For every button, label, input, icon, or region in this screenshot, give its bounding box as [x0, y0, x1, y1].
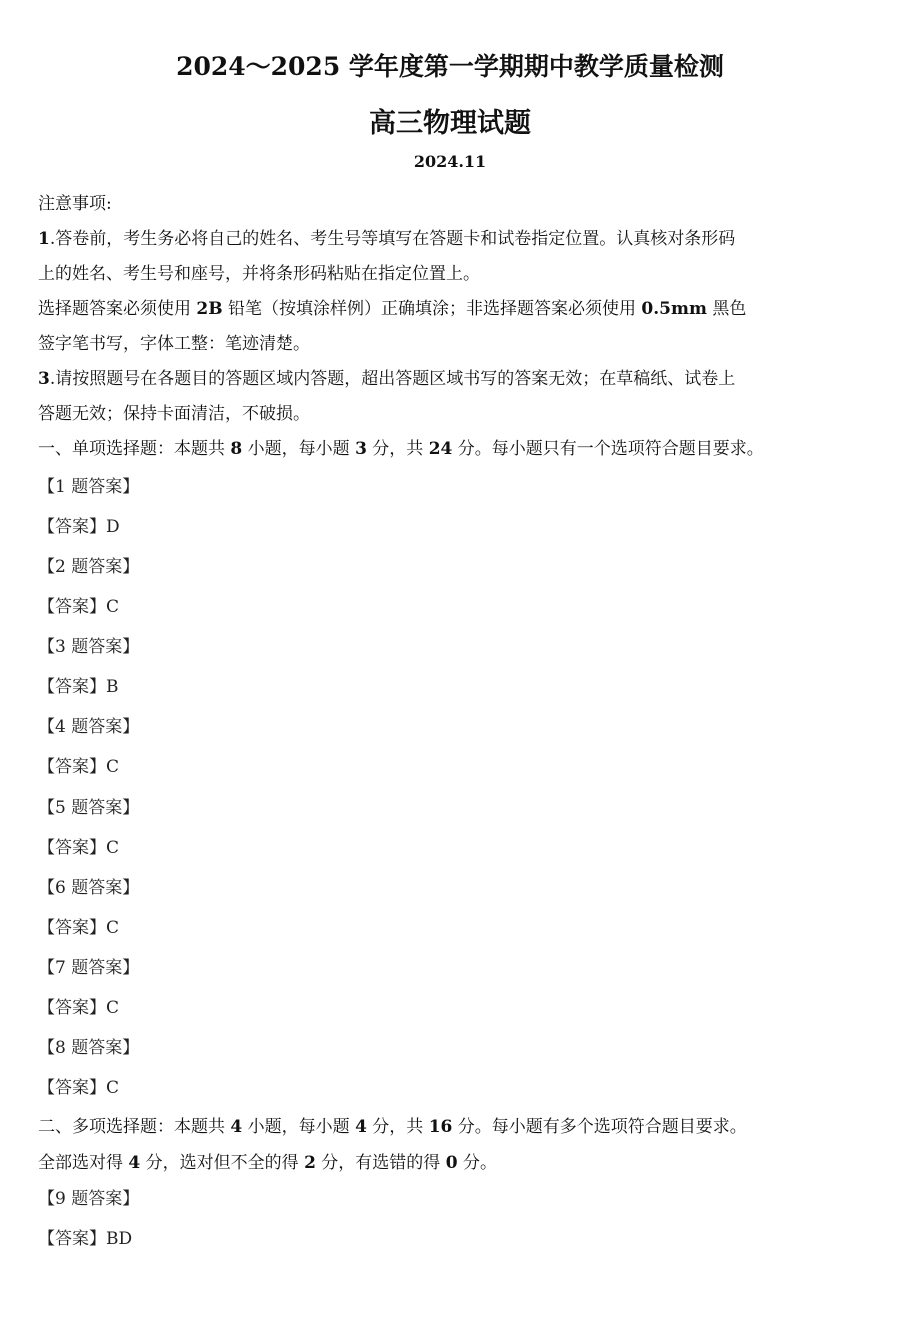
- notice-item-3-line-1: 3.请按照题号在各题目的答题区域内答题，超出答题区域书写的答案无效；在草稿纸、试卷上: [38, 369, 736, 389]
- answer-1: 【答案】D: [38, 517, 120, 537]
- question-label-8: 【8 题答案】: [38, 1038, 140, 1058]
- answer-5: 【答案】C: [38, 838, 120, 858]
- question-label-4: 【4 题答案】: [38, 717, 140, 737]
- section-1-heading: 一、单项选择题：本题共 8 小题，每小题 3 分，共 24 分。每小题只有一个选项符合题目要求。: [38, 439, 764, 459]
- answer-2: 【答案】C: [38, 597, 120, 617]
- question-label-5: 【5 题答案】: [38, 798, 140, 818]
- question-label-3: 【3 题答案】: [38, 637, 140, 657]
- question-label-9: 【9 题答案】: [38, 1189, 140, 1209]
- section-2-heading-line-2: 全部选对得 4 分，选对但不全的得 2 分，有选错的得 0 分。: [38, 1153, 497, 1173]
- answer-7: 【答案】C: [38, 998, 120, 1018]
- notice-item-2-line-1: 选择题答案必须使用 2B 铅笔（按填涂样例）正确填涂；非选择题答案必须使用 0.5mm 黑色: [38, 299, 747, 319]
- notice-item-1-line-2: 上的姓名、考生号和座号，并将条形码粘贴在指定位置上。: [38, 264, 480, 284]
- section-2-heading-line-1: 二、多项选择题：本题共 4 小题，每小题 4 分，共 16 分。每小题有多个选项符合题目要求。: [38, 1117, 747, 1137]
- answer-4: 【答案】C: [38, 757, 120, 777]
- question-label-2: 【2 题答案】: [38, 557, 140, 577]
- question-label-7: 【7 题答案】: [38, 958, 140, 978]
- notice-item-3-line-2: 答题无效；保持卡面清洁，不破损。: [38, 404, 310, 424]
- exam-subject: 高三物理试题: [369, 108, 531, 139]
- notice-item-1-line-1: 1.答卷前，考生务必将自己的姓名、考生号等填写在答题卡和试卷指定位置。认真核对条形码: [38, 229, 736, 249]
- notice-heading: 注意事项:: [38, 194, 112, 214]
- question-label-1: 【1 题答案】: [38, 477, 140, 497]
- notice-item-2-line-2: 签字笔书写，字体工整：笔迹清楚。: [38, 334, 310, 354]
- exam-date: 2024.11: [413, 152, 487, 171]
- answer-6: 【答案】C: [38, 918, 120, 938]
- exam-title: 2024～2025 学年度第一学期期中教学质量检测: [176, 52, 724, 81]
- answer-3: 【答案】B: [38, 677, 119, 697]
- question-label-6: 【6 题答案】: [38, 878, 140, 898]
- answer-9: 【答案】BD: [38, 1229, 133, 1249]
- answer-8: 【答案】C: [38, 1078, 120, 1098]
